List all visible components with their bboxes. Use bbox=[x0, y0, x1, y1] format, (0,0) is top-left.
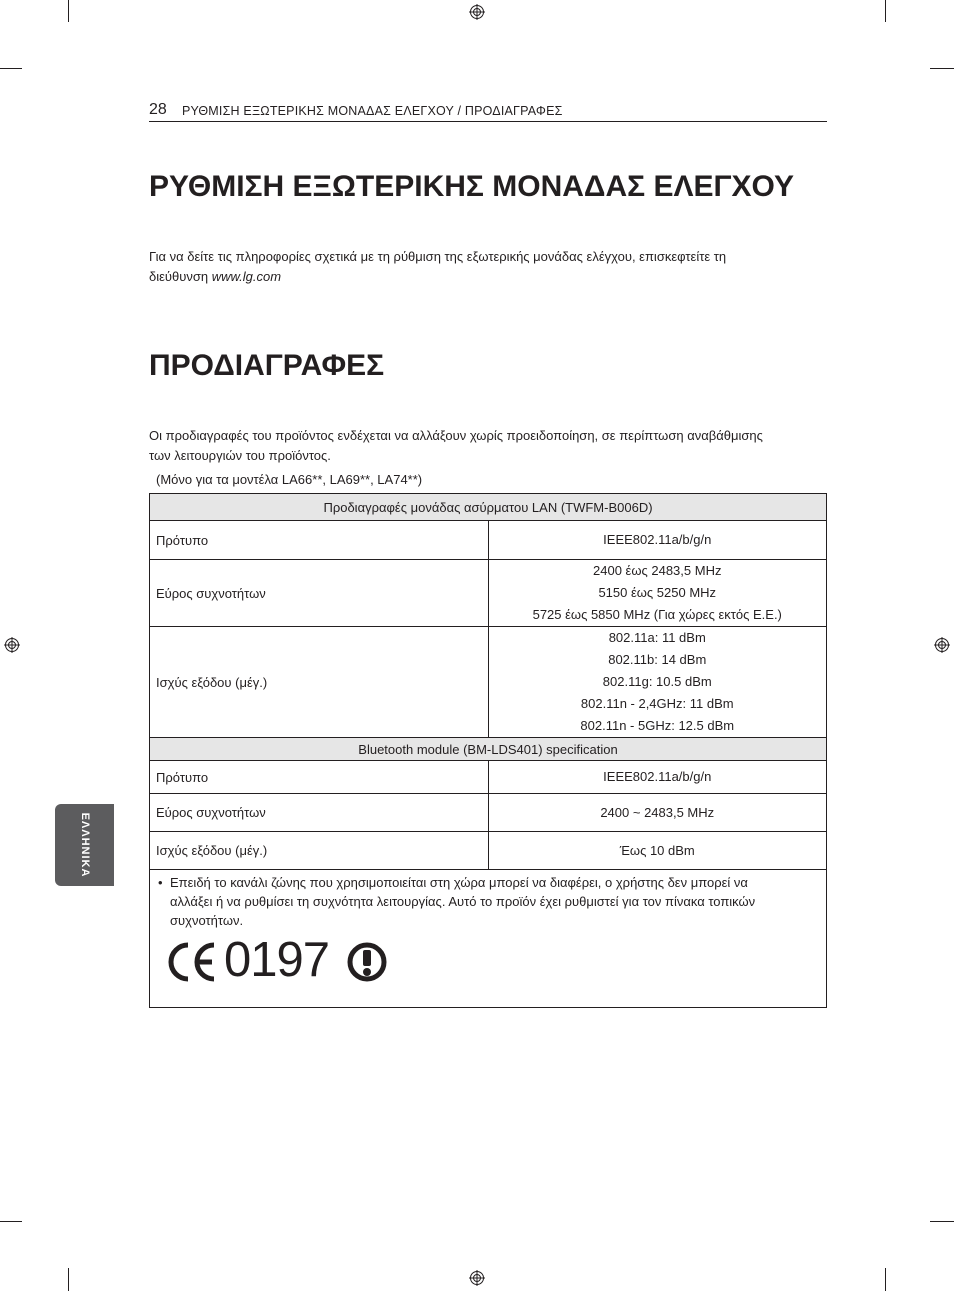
intro-line-1: Για να δείτε τις πληροφορίες σχετικά με τη ρύθμιση της εξωτερικής μονάδας ελέγχου, επισκεφτείτε τη bbox=[149, 249, 727, 264]
registration-mark-icon bbox=[4, 637, 20, 653]
table-row bbox=[150, 738, 827, 761]
models-note: (Μόνο για τα μοντέλα LA66**, LA69**, LA74**) bbox=[156, 472, 423, 487]
value-line: 802.11n - 5GHz: 12.5 dBm bbox=[580, 718, 735, 733]
language-tab bbox=[55, 804, 114, 886]
row-label: Εύρος συχνοτήτων bbox=[150, 560, 489, 627]
bullet: • bbox=[158, 875, 163, 890]
row-label: Πρότυπο bbox=[150, 521, 489, 560]
registration-mark-icon bbox=[934, 637, 950, 653]
notified-body-number: 0197 bbox=[224, 933, 330, 987]
row-value bbox=[488, 521, 827, 560]
frequency-note bbox=[156, 870, 820, 930]
table-row bbox=[150, 627, 827, 738]
row-label: Εύρος συχνοτήτων bbox=[150, 794, 489, 832]
crop-mark bbox=[930, 68, 954, 69]
registration-mark-icon bbox=[469, 1270, 485, 1286]
spec-intro-text bbox=[149, 426, 829, 466]
value-line: IEEE802.11a/b/g/n bbox=[603, 769, 712, 784]
ce-mark-icon bbox=[164, 942, 218, 982]
crop-mark bbox=[0, 68, 22, 69]
bluetooth-header: Bluetooth module (BM-LDS401) specification bbox=[150, 738, 827, 761]
crop-mark bbox=[68, 0, 69, 22]
value-line: IEEE802.11a/b/g/n bbox=[603, 532, 712, 547]
table-row bbox=[150, 870, 827, 1008]
value-line: Έως 10 dBm bbox=[619, 842, 695, 858]
crop-mark bbox=[885, 0, 886, 22]
running-title: ΡΥΘΜΙΣΗ ΕΞΩΤΕΡΙΚΗΣ ΜΟΝΑΔΑΣ ΕΛΕΓΧΟΥ / ΠΡΟΔΙΑΓΡΑΦΕΣ bbox=[182, 104, 563, 118]
note-line-2: αλλάξει ή να ρυθμίσει τη συχνότητα λειτουργίας. Αυτό το προϊόν έχει ρυθμιστεί για τον πίνακα τοπικών bbox=[170, 894, 756, 909]
section-title-specifications: ΠΡΟΔΙΑΓΡΑΦΕΣ bbox=[149, 349, 385, 382]
crop-mark bbox=[68, 1268, 69, 1291]
table-row bbox=[150, 560, 827, 627]
language-tab-label: ΕΛΛΗΝΙΚΑ bbox=[78, 812, 91, 878]
row-value bbox=[488, 627, 827, 738]
regulatory-note-cell bbox=[150, 870, 827, 1008]
page-header bbox=[149, 101, 827, 122]
row-value bbox=[488, 794, 827, 832]
value-line: 802.11b: 14 dBm bbox=[608, 652, 707, 667]
value-line: 802.11n - 2,4GHz: 11 dBm bbox=[580, 696, 734, 711]
page-number: 28 bbox=[149, 101, 167, 118]
row-value bbox=[488, 832, 827, 870]
crop-mark bbox=[0, 1221, 22, 1222]
value-line: 802.11g: 10.5 dBm bbox=[602, 674, 712, 689]
alert-mark-icon bbox=[346, 941, 388, 983]
row-label: Ισχύς εξόδου (μέγ.) bbox=[150, 832, 489, 870]
value-line: 5725 έως 5850 MHz (Για χώρες εκτός Ε.Ε.) bbox=[532, 607, 782, 622]
table-row bbox=[150, 521, 827, 560]
note-line-1: Επειδή το κανάλι ζώνης που χρησιμοποιείται στη χώρα μπορεί να διαφέρει, ο χρήστης δεν μπορεί να bbox=[170, 875, 748, 890]
table-row bbox=[150, 832, 827, 870]
note-line-3: συχνοτήτων. bbox=[170, 913, 244, 928]
spec-table bbox=[149, 493, 827, 1008]
website-link[interactable]: www.lg.com bbox=[211, 269, 282, 284]
spec-intro-line-2: των λειτουργιών του προϊόντος. bbox=[149, 448, 331, 463]
section-title-external-control: ΡΥΘΜΙΣΗ ΕΞΩΤΕΡΙΚΗΣ ΜΟΝΑΔΑΣ ΕΛΕΓΧΟΥ bbox=[149, 170, 795, 203]
intro-line-2-prefix: διεύθυνση bbox=[149, 269, 212, 284]
value-line: 802.11a: 11 dBm bbox=[608, 630, 706, 645]
value-line: 2400 έως 2483,5 MHz bbox=[593, 563, 722, 578]
row-value bbox=[488, 761, 827, 794]
table-row bbox=[150, 794, 827, 832]
wlan-header: Προδιαγραφές μονάδας ασύρματου LAN (TWFM-B006D) bbox=[150, 494, 827, 521]
value-line: 2400 ~ 2483,5 MHz bbox=[600, 804, 715, 820]
spec-intro-line-1: Οι προδιαγραφές του προϊόντος ενδέχεται να αλλάξουν χωρίς προειδοποίηση, σε περίπτωση αναβάθμισης bbox=[149, 428, 763, 443]
table-row bbox=[150, 761, 827, 794]
row-value bbox=[488, 560, 827, 627]
crop-mark bbox=[930, 1221, 954, 1222]
row-label: Ισχύς εξόδου (μέγ.) bbox=[150, 627, 489, 738]
row-label: Πρότυπο bbox=[150, 761, 489, 794]
table-row bbox=[150, 494, 827, 521]
crop-mark bbox=[885, 1268, 886, 1291]
value-line: 5150 έως 5250 MHz bbox=[598, 585, 717, 600]
section-intro-text bbox=[149, 247, 829, 287]
registration-mark-icon bbox=[469, 4, 485, 20]
certification-marks bbox=[156, 934, 820, 994]
